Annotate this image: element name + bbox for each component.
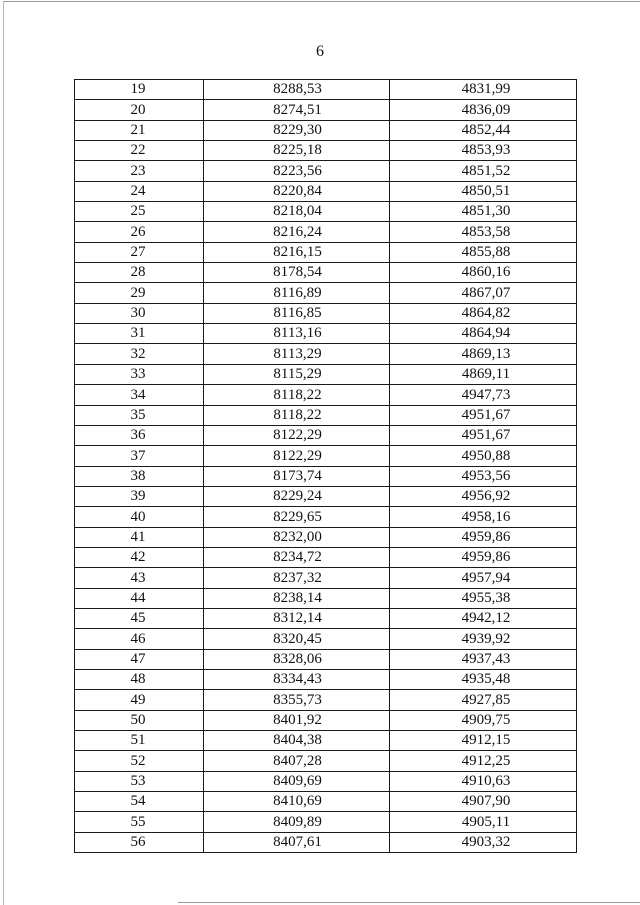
y-coordinate-cell: 4958,16	[390, 507, 577, 527]
table-row	[75, 832, 577, 852]
table-row	[75, 202, 577, 222]
point-number-cell: 49	[75, 690, 204, 710]
y-coordinate-cell: 4955,38	[390, 588, 577, 608]
x-coordinate-cell: 8229,30	[204, 120, 390, 140]
coordinates-table-body	[75, 80, 577, 853]
x-coordinate-cell: 8232,00	[204, 527, 390, 547]
point-number-cell: 43	[75, 568, 204, 588]
table-row	[75, 181, 577, 201]
x-coordinate-cell: 8178,54	[204, 263, 390, 283]
x-coordinate-cell: 8334,43	[204, 669, 390, 689]
y-coordinate-cell: 4852,44	[390, 120, 577, 140]
y-coordinate-cell: 4959,86	[390, 527, 577, 547]
x-coordinate-cell: 8407,28	[204, 751, 390, 771]
table-row	[75, 324, 577, 344]
table-row	[75, 527, 577, 547]
x-coordinate-cell: 8229,24	[204, 486, 390, 506]
table-row	[75, 303, 577, 323]
table-row	[75, 669, 577, 689]
table-row	[75, 507, 577, 527]
y-coordinate-cell: 4836,09	[390, 100, 577, 120]
x-coordinate-cell: 8115,29	[204, 364, 390, 384]
y-coordinate-cell: 4853,93	[390, 141, 577, 161]
page-edge-bottom	[178, 902, 640, 903]
table-row	[75, 710, 577, 730]
y-coordinate-cell: 4951,67	[390, 405, 577, 425]
y-coordinate-cell: 4912,15	[390, 731, 577, 751]
point-number-cell: 32	[75, 344, 204, 364]
point-number-cell: 28	[75, 263, 204, 283]
point-number-cell: 48	[75, 669, 204, 689]
y-coordinate-cell: 4853,58	[390, 222, 577, 242]
table-row	[75, 751, 577, 771]
y-coordinate-cell: 4956,92	[390, 486, 577, 506]
point-number-cell: 42	[75, 547, 204, 567]
point-number-cell: 37	[75, 446, 204, 466]
point-number-cell: 30	[75, 303, 204, 323]
point-number-cell: 54	[75, 792, 204, 812]
y-coordinate-cell: 4851,30	[390, 202, 577, 222]
point-number-cell: 39	[75, 486, 204, 506]
point-number-cell: 20	[75, 100, 204, 120]
x-coordinate-cell: 8116,89	[204, 283, 390, 303]
table-row	[75, 486, 577, 506]
table-row	[75, 792, 577, 812]
x-coordinate-cell: 8220,84	[204, 181, 390, 201]
x-coordinate-cell: 8410,69	[204, 792, 390, 812]
point-number-cell: 44	[75, 588, 204, 608]
x-coordinate-cell: 8173,74	[204, 466, 390, 486]
x-coordinate-cell: 8234,72	[204, 547, 390, 567]
x-coordinate-cell: 8225,18	[204, 141, 390, 161]
x-coordinate-cell: 8328,06	[204, 649, 390, 669]
table-row	[75, 568, 577, 588]
point-number-cell: 31	[75, 324, 204, 344]
coordinates-table	[74, 79, 577, 853]
y-coordinate-cell: 4927,85	[390, 690, 577, 710]
point-number-cell: 33	[75, 364, 204, 384]
y-coordinate-cell: 4939,92	[390, 629, 577, 649]
x-coordinate-cell: 8238,14	[204, 588, 390, 608]
page-number: 6	[316, 43, 324, 60]
page-edge-top	[4, 1, 640, 2]
y-coordinate-cell: 4950,88	[390, 446, 577, 466]
table-row	[75, 263, 577, 283]
x-coordinate-cell: 8118,22	[204, 405, 390, 425]
point-number-cell: 34	[75, 385, 204, 405]
point-number-cell: 45	[75, 608, 204, 628]
x-coordinate-cell: 8409,69	[204, 771, 390, 791]
point-number-cell: 47	[75, 649, 204, 669]
point-number-cell: 26	[75, 222, 204, 242]
y-coordinate-cell: 4912,25	[390, 751, 577, 771]
table-row	[75, 547, 577, 567]
y-coordinate-cell: 4860,16	[390, 263, 577, 283]
table-row	[75, 283, 577, 303]
y-coordinate-cell: 4867,07	[390, 283, 577, 303]
x-coordinate-cell: 8116,85	[204, 303, 390, 323]
point-number-cell: 24	[75, 181, 204, 201]
y-coordinate-cell: 4855,88	[390, 242, 577, 262]
point-number-cell: 23	[75, 161, 204, 181]
table-row	[75, 222, 577, 242]
table-row	[75, 731, 577, 751]
y-coordinate-cell: 4903,32	[390, 832, 577, 852]
y-coordinate-cell: 4935,48	[390, 669, 577, 689]
y-coordinate-cell: 4937,43	[390, 649, 577, 669]
x-coordinate-cell: 8118,22	[204, 385, 390, 405]
point-number-cell: 56	[75, 832, 204, 852]
point-number-cell: 52	[75, 751, 204, 771]
y-coordinate-cell: 4850,51	[390, 181, 577, 201]
y-coordinate-cell: 4864,94	[390, 324, 577, 344]
table-row	[75, 364, 577, 384]
point-number-cell: 46	[75, 629, 204, 649]
y-coordinate-cell: 4953,56	[390, 466, 577, 486]
point-number-cell: 35	[75, 405, 204, 425]
x-coordinate-cell: 8113,29	[204, 344, 390, 364]
x-coordinate-cell: 8237,32	[204, 568, 390, 588]
page-edge-left	[3, 1, 4, 905]
x-coordinate-cell: 8401,92	[204, 710, 390, 730]
point-number-cell: 41	[75, 527, 204, 547]
y-coordinate-cell: 4869,11	[390, 364, 577, 384]
y-coordinate-cell: 4910,63	[390, 771, 577, 791]
x-coordinate-cell: 8274,51	[204, 100, 390, 120]
x-coordinate-cell: 8407,61	[204, 832, 390, 852]
point-number-cell: 53	[75, 771, 204, 791]
point-number-cell: 40	[75, 507, 204, 527]
y-coordinate-cell: 4864,82	[390, 303, 577, 323]
point-number-cell: 19	[75, 80, 204, 100]
x-coordinate-cell: 8216,15	[204, 242, 390, 262]
table-row	[75, 812, 577, 832]
x-coordinate-cell: 8312,14	[204, 608, 390, 628]
point-number-cell: 27	[75, 242, 204, 262]
x-coordinate-cell: 8409,89	[204, 812, 390, 832]
x-coordinate-cell: 8320,45	[204, 629, 390, 649]
table-row	[75, 649, 577, 669]
y-coordinate-cell: 4947,73	[390, 385, 577, 405]
y-coordinate-cell: 4909,75	[390, 710, 577, 730]
point-number-cell: 55	[75, 812, 204, 832]
table-row	[75, 242, 577, 262]
table-row	[75, 161, 577, 181]
table-row	[75, 385, 577, 405]
x-coordinate-cell: 8229,65	[204, 507, 390, 527]
y-coordinate-cell: 4851,52	[390, 161, 577, 181]
table-row	[75, 608, 577, 628]
point-number-cell: 22	[75, 141, 204, 161]
table-row	[75, 690, 577, 710]
table-row	[75, 629, 577, 649]
table-row	[75, 446, 577, 466]
point-number-cell: 29	[75, 283, 204, 303]
point-number-cell: 21	[75, 120, 204, 140]
table-row	[75, 466, 577, 486]
point-number-cell: 25	[75, 202, 204, 222]
table-row	[75, 771, 577, 791]
x-coordinate-cell: 8355,73	[204, 690, 390, 710]
y-coordinate-cell: 4831,99	[390, 80, 577, 100]
x-coordinate-cell: 8218,04	[204, 202, 390, 222]
table-row	[75, 344, 577, 364]
x-coordinate-cell: 8223,56	[204, 161, 390, 181]
point-number-cell: 51	[75, 731, 204, 751]
y-coordinate-cell: 4942,12	[390, 608, 577, 628]
table-row	[75, 141, 577, 161]
y-coordinate-cell: 4951,67	[390, 425, 577, 445]
table-row	[75, 80, 577, 100]
point-number-cell: 36	[75, 425, 204, 445]
table-row	[75, 120, 577, 140]
table-row	[75, 100, 577, 120]
table-row	[75, 588, 577, 608]
x-coordinate-cell: 8122,29	[204, 425, 390, 445]
x-coordinate-cell: 8113,16	[204, 324, 390, 344]
y-coordinate-cell: 4869,13	[390, 344, 577, 364]
y-coordinate-cell: 4907,90	[390, 792, 577, 812]
y-coordinate-cell: 4959,86	[390, 547, 577, 567]
table-row	[75, 425, 577, 445]
x-coordinate-cell: 8122,29	[204, 446, 390, 466]
point-number-cell: 38	[75, 466, 204, 486]
table-row	[75, 405, 577, 425]
point-number-cell: 50	[75, 710, 204, 730]
x-coordinate-cell: 8216,24	[204, 222, 390, 242]
x-coordinate-cell: 8404,38	[204, 731, 390, 751]
y-coordinate-cell: 4957,94	[390, 568, 577, 588]
y-coordinate-cell: 4905,11	[390, 812, 577, 832]
x-coordinate-cell: 8288,53	[204, 80, 390, 100]
